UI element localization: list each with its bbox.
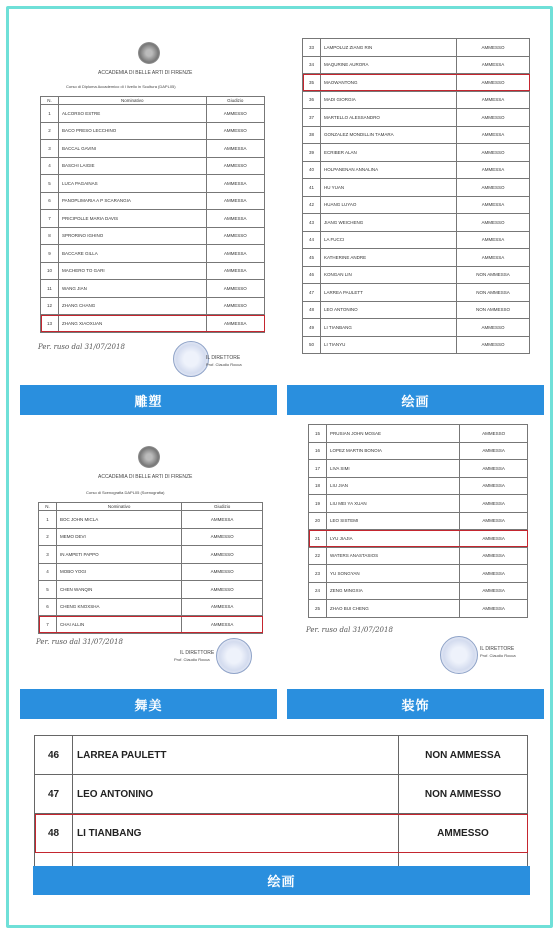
table-row [41,140,265,158]
row-name: MEMO DEVI [57,528,182,546]
row-status: AMMESSA [460,460,528,478]
row-number: 5 [39,581,57,599]
stage-document [20,428,277,686]
official-stamp [440,636,478,674]
row-status: NON AMMESSA [399,736,528,775]
table-row [41,105,265,123]
row-status: AMMESSO [399,814,528,853]
table-row [39,563,263,581]
table-row [39,546,263,564]
row-name: BACCARE GILLA [59,245,207,263]
row-number: 11 [41,280,59,298]
row-status: AMMESSA [457,249,530,267]
row-number: 38 [303,126,321,144]
row-name: MAOWANTONG [321,74,457,92]
row-name: MOBO YOGI [57,563,182,581]
sculpture-document [20,38,277,383]
row-number: 4 [39,563,57,581]
table-row [41,157,265,175]
table-row [303,126,530,144]
row-status: AMMESSO [457,336,530,354]
row-number: 47 [35,775,73,814]
row-name: WANG JIAN [59,280,207,298]
column-number: N. [39,503,57,511]
row-status: AMMESSO [206,122,264,140]
column-status: Giudizio [182,503,263,511]
row-number: 47 [303,284,321,302]
row-name: PRICIPOLLE MARIA DAVIS [59,210,207,228]
row-name: MACHERO TO GARI [59,262,207,280]
row-status: AMMESSO [457,319,530,337]
row-number: 16 [309,442,327,460]
label-stage: 舞美 [20,689,277,719]
table-row [309,582,528,600]
row-status: AMMESSA [206,210,264,228]
row-status: NON AMMESSA [457,284,530,302]
row-status: AMMESSA [457,196,530,214]
table-row [309,477,528,495]
row-status: AMMESSO [182,581,263,599]
table-row [303,231,530,249]
painting-document [286,38,544,383]
sculpture-results-table [40,96,265,333]
row-number: 37 [303,109,321,127]
row-name: ZHANG CHANG [59,297,207,315]
table-row [41,210,265,228]
table-row [41,262,265,280]
painting-results-table [302,38,530,354]
row-name: LOPEZ MARTIN BONOIA [327,442,460,460]
row-name: ZHAO BUI CHENG [327,600,460,618]
row-number: 50 [303,336,321,354]
row-status: AMMESSO [457,109,530,127]
row-status: AMMESSA [206,175,264,193]
table-row [41,315,265,333]
row-number: 7 [41,210,59,228]
label-decor: 装饰 [287,689,544,719]
row-name: BACO PRESO LECCHINO [59,122,207,140]
decor-results-table [308,424,528,618]
row-name: MARTELLO ALESSANDRO [321,109,457,127]
table-row [309,565,528,583]
handwritten-note: Per. ruso dal 31/07/2018 [38,343,125,351]
row-name: BASCHI LAIGIE [59,157,207,175]
table-row [35,775,528,814]
row-number: 12 [41,297,59,315]
column-number: N. [41,97,59,105]
row-number: 6 [41,192,59,210]
row-status: AMMESSO [457,179,530,197]
row-name: IN AMPETI PAPPO [57,546,182,564]
row-status: NON AMMESSO [399,775,528,814]
director-title: IL DIRETTORE [480,646,515,652]
row-number: 15 [309,425,327,443]
row-name: LA FUCCI [321,231,457,249]
row-number: 21 [309,530,327,548]
row-number: 49 [303,319,321,337]
table-row [303,74,530,92]
table-row [41,245,265,263]
row-name: WATERS ANASTASIOS [327,547,460,565]
row-number: 3 [41,140,59,158]
institution-name: ACCADEMIA DI BELLE ARTI DI FIRENZE [98,70,193,76]
row-number: 2 [39,528,57,546]
label-painting: 绘画 [287,385,544,415]
row-name: LEO SISTEMI [327,512,460,530]
row-status: AMMESSA [182,511,263,529]
row-number: 6 [39,598,57,616]
row-name: LEO ANTONINO [73,775,399,814]
row-number: 45 [303,249,321,267]
label-zoom: 绘画 [33,866,530,895]
table-row [303,319,530,337]
row-name: SPRORINO IGHINO [59,227,207,245]
row-number: 10 [41,262,59,280]
row-status: AMMESSA [457,161,530,179]
director-name: Prof. Claudio Rocca [206,362,242,367]
row-name: GONZALEZ MONDILLIN TAMARA [321,126,457,144]
row-name: LI TIANYU [321,336,457,354]
row-status: AMMESSA [457,126,530,144]
row-status: AMMESSO [182,563,263,581]
row-name: KATHERINE ANDRE [321,249,457,267]
handwritten-note: Per. ruso dal 31/07/2018 [306,626,393,634]
row-number: 1 [39,511,57,529]
table-row [39,616,263,634]
row-name: BACCAL GAVINI [59,140,207,158]
table-row [41,297,265,315]
row-status: AMMESSO [457,74,530,92]
row-number: 7 [39,616,57,634]
row-status: AMMESSA [460,530,528,548]
row-number: 36 [303,91,321,109]
row-number: 9 [41,245,59,263]
row-number: 40 [303,161,321,179]
table-row [303,179,530,197]
row-number: 13 [41,315,59,333]
row-number: 4 [41,157,59,175]
row-status: AMMESSO [206,157,264,175]
row-status: AMMESSA [460,442,528,460]
row-name: PANOPLIMARIA A P SCARANGIA [59,192,207,210]
row-status: AMMESSA [460,477,528,495]
row-status: AMMESSO [206,297,264,315]
row-status: AMMESSA [206,262,264,280]
row-number: 1 [41,105,59,123]
row-number: 41 [303,179,321,197]
row-status: NON AMMESSO [457,301,530,319]
row-number: 43 [303,214,321,232]
row-name: MAQURINE AURORA [321,56,457,74]
row-number: 34 [303,56,321,74]
row-status: AMMESSA [460,547,528,565]
row-name: JIANG WEICHENG [321,214,457,232]
row-status: AMMESSO [457,144,530,162]
table-row [41,192,265,210]
table-row [35,736,528,775]
row-status: AMMESSA [206,192,264,210]
table-row [309,460,528,478]
row-status: AMMESSA [460,582,528,600]
row-name: CHAI ALLIN [57,616,182,634]
table-row [303,266,530,284]
row-number: 35 [303,74,321,92]
director-title: IL DIRETTORE [206,355,241,361]
row-number: 48 [303,301,321,319]
table-row [309,547,528,565]
table-row [35,814,528,853]
row-name: ZENG MINGXIA [327,582,460,600]
row-name: LIVA SIMI [327,460,460,478]
academy-crest-icon [138,42,160,64]
table-row [39,598,263,616]
row-name: LIU MEI YA XUAN [327,495,460,513]
row-status: AMMESSO [206,227,264,245]
table-row [303,196,530,214]
row-name: ZHANG XIAOXUAN [59,315,207,333]
table-row [303,249,530,267]
institution-name: ACCADEMIA DI BELLE ARTI DI FIRENZE [98,474,193,480]
row-status: AMMESSA [182,598,263,616]
row-number: 20 [309,512,327,530]
table-row [303,161,530,179]
row-status: AMMESSA [460,512,528,530]
column-name: Nominativo [59,97,207,105]
table-row [303,109,530,127]
row-number: 44 [303,231,321,249]
row-number: 42 [303,196,321,214]
row-number: 48 [35,814,73,853]
row-number: 24 [309,582,327,600]
table-row [41,280,265,298]
row-number: 39 [303,144,321,162]
row-status: AMMESSA [457,56,530,74]
row-number: 8 [41,227,59,245]
row-status: AMMESSO [182,528,263,546]
table-row [309,512,528,530]
table-row [41,227,265,245]
row-name: LEO ANTONINO [321,301,457,319]
row-name: LAMPOLUZ ZIANG RIN [321,39,457,57]
row-name: MADI GIORGIA [321,91,457,109]
row-status: AMMESSA [206,315,264,333]
row-name: PRUSIAN JOHN MOSAE [327,425,460,443]
row-status: AMMESSA [206,245,264,263]
row-status: AMMESSO [457,39,530,57]
stage-results-table [38,502,263,634]
table-row [303,39,530,57]
row-name: LUCA PAGAINAS [59,175,207,193]
row-number: 18 [309,477,327,495]
row-status: AMMESSO [206,105,264,123]
row-name: LI TIANBANG [321,319,457,337]
row-number: 22 [309,547,327,565]
course-subtitle: Corso di Diploma Accademico di I livello in Scultura (DAPL05) [66,84,176,89]
row-name: KONGAN LIN [321,266,457,284]
row-name: LI TIANBANG [73,814,399,853]
row-number: 5 [41,175,59,193]
table-row [41,122,265,140]
row-status: AMMESSA [206,140,264,158]
table-row [309,600,528,618]
director-name: Prof. Claudio Rocca [480,653,516,658]
handwritten-note: Per. ruso dal 31/07/2018 [36,638,123,646]
row-number: 2 [41,122,59,140]
row-status: AMMESSA [460,565,528,583]
row-name: BOC JOHN MICLA [57,511,182,529]
official-stamp [173,341,209,377]
row-name: HU YUAN [321,179,457,197]
row-name: LIU JIAN [327,477,460,495]
table-row [303,336,530,354]
row-status: AMMESSO [182,546,263,564]
row-status: AMMESSA [460,600,528,618]
table-row [309,495,528,513]
row-status: AMMESSO [457,214,530,232]
decor-document [300,424,544,686]
row-status: AMMESSA [460,495,528,513]
table-row [41,175,265,193]
zoomed-painting-document [33,734,530,866]
row-name: HOLPANENAN ANNALINA [321,161,457,179]
row-name: HUANG LUYAO [321,196,457,214]
table-row [303,91,530,109]
row-number: 46 [35,736,73,775]
column-status: Giudizio [206,97,264,105]
table-row [39,581,263,599]
table-row [303,144,530,162]
row-number: 33 [303,39,321,57]
director-title: IL DIRETTORE [180,650,215,656]
row-name: LARREA PAULETT [73,736,399,775]
row-status: AMMESSO [460,425,528,443]
row-number: 23 [309,565,327,583]
row-name: YU SONGYAN [327,565,460,583]
table-row [303,284,530,302]
row-name: ECRIBER ALAN [321,144,457,162]
table-row [39,528,263,546]
row-status: NON AMMESSA [457,266,530,284]
column-name: Nominativo [57,503,182,511]
table-row [303,214,530,232]
course-subtitle: Corso di Scenografia DAPL05 (Scenografia) [86,490,165,495]
row-name: LARREA PAULETT [321,284,457,302]
table-row [309,530,528,548]
table-row [309,425,528,443]
row-name: ALCORSO ESTRE [59,105,207,123]
row-number: 3 [39,546,57,564]
table-row [39,511,263,529]
row-status: AMMESSA [457,231,530,249]
row-number: 17 [309,460,327,478]
table-row [303,56,530,74]
row-number: 46 [303,266,321,284]
row-status: AMMESSA [182,616,263,634]
table-row [309,442,528,460]
row-name: CHEN WANQIN [57,581,182,599]
row-name: LYU JIAJIA [327,530,460,548]
row-status: AMMESSO [206,280,264,298]
row-number: 19 [309,495,327,513]
official-stamp [216,638,252,674]
row-status: AMMESSA [457,91,530,109]
label-sculpture: 雕塑 [20,385,277,415]
director-name: Prof. Claudio Rocca [174,657,210,662]
row-number: 25 [309,600,327,618]
table-row [303,301,530,319]
academy-crest-icon [138,446,160,468]
row-name: CHENG KNOXSHA [57,598,182,616]
